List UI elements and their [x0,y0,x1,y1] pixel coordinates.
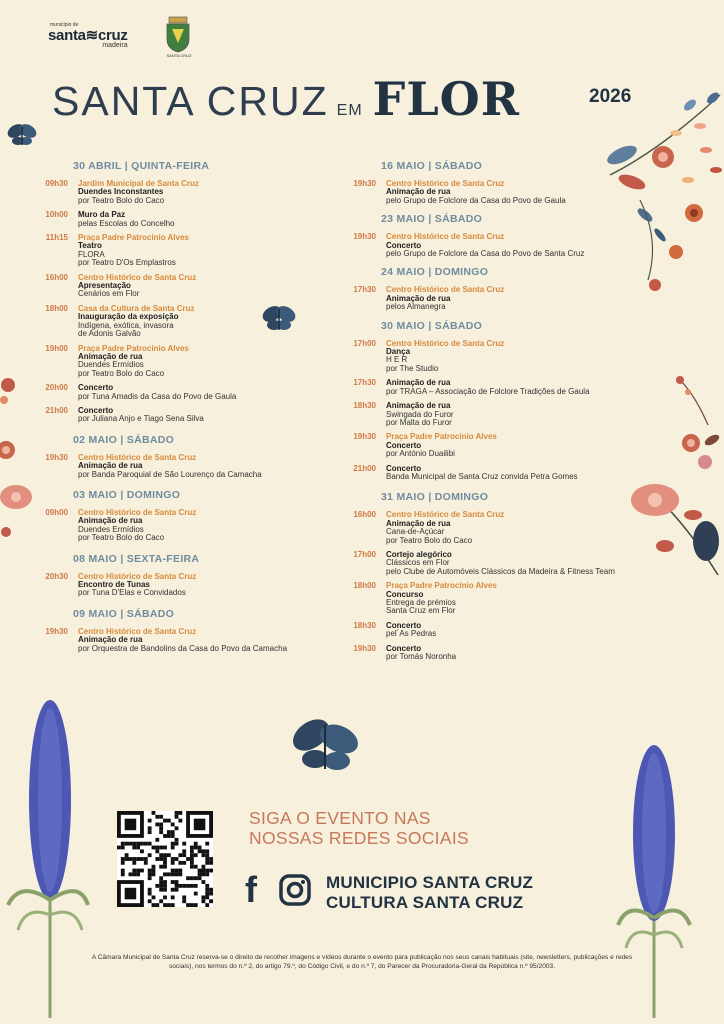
event-venue: Centro Histórico de Santa Cruz [78,272,197,282]
event-name: Animação de rua [386,518,451,528]
event-time: 17h30 [353,285,376,295]
event-detail: por Banda Paroquial de São Lourenço da Camacha [78,469,262,479]
event-name: Duendes Inconstantes [78,187,164,197]
event-item [18,234,338,268]
event-time: 19h30 [353,179,376,188]
event-detail: por Teatro Bolo do Caco [78,533,165,543]
event-detail: por Malta do Furor [386,417,452,427]
follow-line-2: NOSSAS REDES SOCIAIS [249,828,469,848]
event-name: Animação de rua [78,351,143,361]
event-venue: Centro Histórico de Santa Cruz [78,452,197,462]
event-item [18,180,338,205]
event-venue: Centro Histórico de Santa Cruz [386,510,505,520]
title-year: 2026 [589,86,632,107]
day-block [18,608,338,653]
event-time: 19h30 [45,452,68,462]
event-item [18,384,338,401]
event-time: 17h30 [353,378,376,388]
event-name: Animação de rua [386,401,451,411]
event-venue: Casa da Cultura de Santa Cruz [78,303,195,313]
day-heading: 03 MAIO | DOMINGO [73,488,181,501]
event-time: 11h15 [45,233,68,243]
event-venue: Centro Histórico de Santa Cruz [386,232,505,242]
event-item [326,379,666,396]
event-detail: pelo Grupo de Folclore da Casa do Povo de Santa Cruz [386,249,585,259]
event-item [326,402,666,427]
lupine-flower-icon [8,700,88,1018]
event-detail: Swingada do Furor [386,409,454,419]
day-block [18,553,338,598]
event-detail: por The Studio [386,363,439,373]
event-item [326,622,666,639]
title-flor: FLOR [372,72,520,126]
event-name: Animação de rua [386,187,451,197]
day-heading: 09 MAIO | SÁBADO [73,607,175,620]
event-detail: por Teatro D'Os Emplastros [78,258,176,268]
event-venue: Praça Padre Patrocínio Alves [78,233,189,243]
event-venue: Praça Padre Patrocínio Alves [386,432,497,442]
instagram-icon[interactable] [279,874,311,906]
event-detail: Clássicos em Flor [386,558,450,568]
event-detail: pelas Escolas do Concelho [78,218,175,228]
day-block [18,434,338,479]
event-item [18,211,338,228]
follow-heading [249,808,469,848]
event-name: Animação de rua [78,516,143,526]
event-detail: Entrega de prémios [386,598,456,607]
event-name: Animação de rua [78,461,143,471]
event-time: 21h00 [353,463,376,473]
event-name: Concerto [386,240,422,250]
event-name: Concurso [386,589,424,599]
day-heading: 31 MAIO | DOMINGO [381,491,489,504]
lupine-flower-icon [618,745,690,1018]
event-time: 10h00 [45,210,68,220]
event-detail: pelos Almanegra [386,302,446,312]
event-detail: Indígena, exótica, invasora [78,320,174,330]
event-item [326,433,666,458]
event-detail: H E R [386,355,408,365]
event-detail: Santa Cruz em Flor [386,606,456,616]
event-detail: FLORA [78,249,105,259]
event-item [326,645,666,662]
event-name: Concerto [78,405,114,415]
event-time: 20h00 [45,383,68,393]
social-name-2[interactable]: CULTURA SANTA CRUZ [326,893,524,912]
event-detail: por TRAGA – Associação de Folclore Tradições de Gaula [386,386,590,396]
event-name: Apresentação [78,281,131,291]
event-name: Animação de rua [386,378,451,388]
event-item [326,180,666,205]
event-detail: por Teatro Bolo do Caco [386,535,473,545]
event-detail: Banda Municipal de Santa Cruz convida Petra Gomes [386,471,578,481]
event-time: 20h30 [45,571,68,581]
event-time: 17h00 [353,549,376,559]
event-time: 16h00 [45,272,68,282]
event-venue: Centro Histórico de Santa Cruz [78,571,197,581]
event-item [18,454,338,479]
event-detail: por Tuna D'Elas e Convidados [78,588,186,598]
event-detail: Cana-de-Açúcar [386,527,445,537]
event-name: Concerto [386,620,422,630]
event-time: 16h00 [353,510,376,520]
event-detail: pelo Grupo de Folclore da Casa do Povo de Gaula [386,195,566,205]
event-time: 09h00 [45,507,68,517]
qr-code[interactable] [117,811,213,907]
day-heading: 30 ABRIL | QUINTA-FEIRA [73,160,210,172]
event-venue: Praça Padre Patrocínio Alves [386,581,497,591]
event-venue: Centro Histórico de Santa Cruz [78,507,197,517]
event-time: 21h00 [45,405,68,415]
event-detail: Duendes Ermídios [78,524,144,534]
event-detail: por Orquestra de Bandolins da Casa do Povo da Camacha [78,643,288,653]
event-venue: Jardim Municipal de Santa Cruz [78,179,199,188]
event-name: Inauguração da exposição [78,312,179,322]
event-time: 18h30 [353,620,376,630]
crest-label: SANTA CRUZ [166,53,192,58]
event-item [326,340,666,374]
event-item [18,345,338,379]
event-item [326,465,666,482]
day-heading: 02 MAIO | SÁBADO [73,433,175,446]
event-item [18,573,338,598]
event-time: 17h00 [353,338,376,348]
event-name: Cortejo alegórico [386,549,452,559]
disclaimer-text: A Câmara Municipal de Santa Cruz reserva-se o direito de recolher imagens e vídeos durante o evento para publicação nos seus canais habituais (site, newsletters, publicações e redes sociais), nos termos do n.º 2, do artigo 79.º, do Código Civil, e do n.º 7, do Parecer da Procuradoria-Geral da República n.º 95/2003. [91,954,633,970]
event-item [326,582,666,616]
day-heading: 16 MAIO | SÁBADO [381,160,483,172]
event-venue: Centro Histórico de Santa Cruz [386,179,505,188]
event-item [18,509,338,543]
social-names [326,873,533,913]
event-item [326,511,666,545]
event-name: Concerto [386,643,422,653]
event-detail: Duendes Ermídios [78,360,144,370]
schedule-left-column [18,160,338,663]
event-detail: de Adonis Galvão [78,329,141,339]
day-heading: 24 MAIO | DOMINGO [381,266,489,279]
event-item [18,407,338,424]
event-name: Concerto [386,463,422,473]
event-item [18,628,338,653]
event-name: Animação de rua [78,635,143,645]
follow-line-1: SIGA O EVENTO NAS [249,808,431,828]
event-detail: pelo Clube de Automóveis Clássicos da Madeira & Fitness Team [386,566,615,576]
event-item [18,305,338,339]
event-item [18,274,338,299]
event-venue: Centro Histórico de Santa Cruz [78,626,197,636]
butterfly-icon [287,713,362,770]
event-item [326,551,666,576]
event-detail: por António Duailibi [386,449,455,459]
event-time: 09h30 [45,179,68,188]
event-name: Concerto [386,440,422,450]
event-name: Dança [386,347,411,357]
day-block [326,491,666,661]
day-heading: 30 MAIO | SÁBADO [381,319,483,332]
event-time: 19h30 [353,643,376,653]
day-block [326,160,666,205]
event-name: Encontro de Tunas [78,580,150,589]
event-time: 19h30 [353,432,376,442]
event-detail: por Tuna Amadis da Casa do Povo de Gaula [78,391,237,401]
schedule-right-column [326,160,666,671]
event-time: 19h30 [353,232,376,242]
logo-name: santa≋cruz [48,27,128,44]
event-detail: Cenários em Flor [78,289,140,299]
event-time: 18h00 [45,303,68,313]
day-block [326,213,666,258]
event-detail: por Tomás Noronha [386,652,457,662]
event-time: 19h00 [45,343,68,353]
event-venue: Centro Histórico de Santa Cruz [386,285,505,295]
day-block [18,160,338,424]
event-venue: Centro Histórico de Santa Cruz [386,338,505,348]
event-detail: por Juliana Anjo e Tiago Sena Silva [78,414,204,424]
event-detail: pel´As Pedras [386,629,437,639]
event-name: Teatro [78,241,102,251]
event-name: Concerto [78,383,114,393]
municipality-logo [48,22,128,49]
social-name-1[interactable]: MUNICIPIO SANTA CRUZ [326,873,534,892]
day-block [326,266,666,311]
event-time: 18h30 [353,401,376,411]
event-time: 19h30 [45,626,68,636]
event-time: 18h00 [353,581,376,591]
day-heading: 08 MAIO | SEXTA-FEIRA [73,552,200,565]
event-name: Muro da Paz [78,210,126,220]
page-title [52,72,520,126]
event-item [326,286,666,311]
day-block [18,489,338,543]
day-block [326,320,666,482]
event-detail: por Teatro Bolo do Caco [78,195,165,205]
event-detail: por Teatro Bolo do Caco [78,368,165,378]
facebook-icon[interactable]: f [245,869,257,910]
title-main: SANTA CRUZ [52,78,329,124]
day-heading: 23 MAIO | SÁBADO [381,213,483,226]
logo-prefix: município de [50,22,79,28]
event-venue: Praça Padre Patrocínio Alves [78,343,189,353]
logo-region: madeira [102,42,128,49]
crest-icon [164,15,192,55]
title-em: EM [336,102,363,119]
event-name: Animação de rua [386,293,451,303]
event-item [326,233,666,258]
butterfly-icon [5,121,39,145]
